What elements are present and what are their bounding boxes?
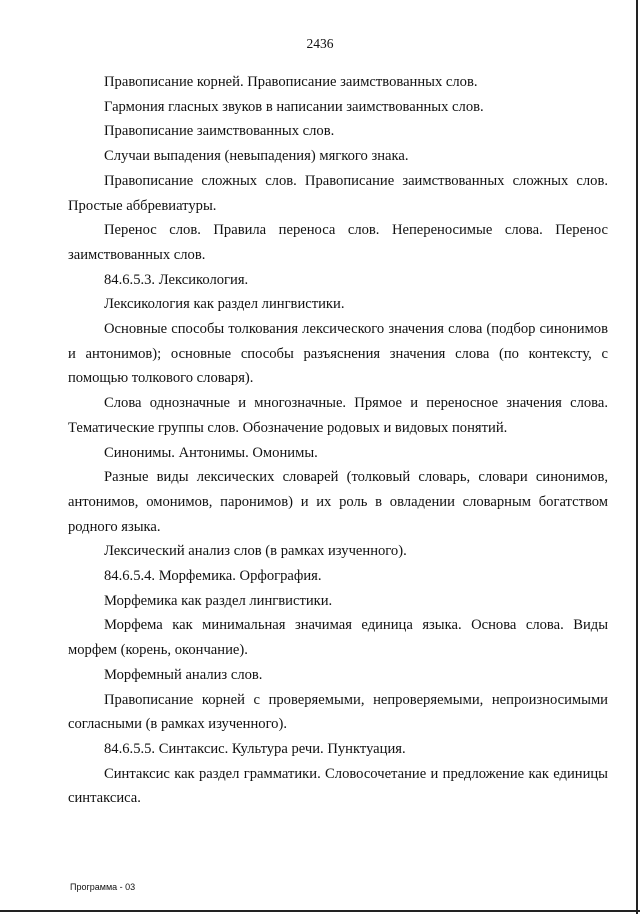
paragraph: Лексический анализ слов (в рамках изученного). [104,543,407,560]
section-heading: 84.6.5.4. Морфемика. Орфография. [104,568,322,585]
paragraph: Правописание заимствованных слов. [104,123,335,140]
paragraph: Морфемика как раздел лингвистики. [104,592,333,609]
paragraph: Синтаксис как раздел грамматики. Словосочетание и предложение как единицы синтаксиса. [68,765,608,807]
paragraph: Правописание корней. Правописание заимствованных слов. [104,74,478,90]
paragraph: Правописание сложных слов. Правописание заимствованных сложных слов. Простые аббревиатуры. [68,172,608,214]
footer-program-label: Программа - 03 [70,882,136,892]
paragraph: Случаи выпадения (невыпадения) мягкого знака. [104,148,409,165]
page-number: 2436 [306,36,334,51]
paragraph: Морфемный анализ слов. [104,666,263,683]
paragraph: Перенос слов. Правила переноса слов. Непереносимые слова. Перенос заимствованных слов. [68,222,608,263]
scan-edge-right [636,0,638,914]
scan-edge-bottom [0,910,640,912]
section-heading: 84.6.5.5. Синтаксис. Культура речи. Пунктуация. [104,740,406,757]
paragraph: Слова однозначные и многозначные. Прямое и переносное значения слова. Тематические группы слов. Обозначение родовых и видовых понятий. [68,395,608,436]
paragraph: Синонимы. Антонимы. Омонимы. [104,444,318,461]
body-text [68,70,608,811]
paragraph: Морфема как минимальная значимая единица языка. Основа слова. Виды морфем (корень, окончание). [68,617,608,659]
paragraph: Разные виды лексических словарей (толковый словарь, словари синонимов, антонимов, омонимов, паронимов) и их роль в овладении словарным богатством родного языка. [68,469,608,535]
paragraph: Основные способы толкования лексического значения слова (подбор синонимов и антонимов); основные способы разъяснения значения слова (по контексту, с помощью толкового словаря). [68,321,608,387]
paragraph: Гармония гласных звуков в написании заимствованных слов. [104,98,484,115]
section-heading: 84.6.5.3. Лексикология. [104,271,249,288]
paragraph: Лексикология как раздел лингвистики. [104,296,345,313]
paragraph: Правописание корней с проверяемыми, непроверяемыми, непроизносимыми согласными (в рамках изученного). [68,691,608,733]
